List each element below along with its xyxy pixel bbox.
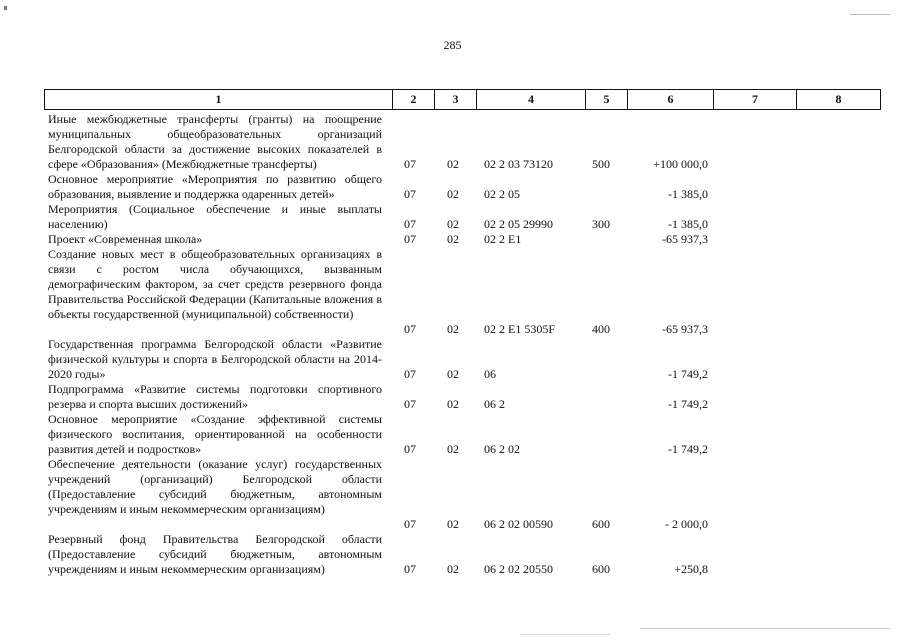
row-amount: -1 749,2: [668, 367, 708, 381]
row-amount: +250,8: [674, 562, 708, 576]
row-amount: -1 385,0: [668, 217, 708, 231]
row-description: Создание новых мест в общеобразовательных организациях в связи с ростом числа обучающихся, вызванным демографическим фактором, за счет средств резервного фонда Правительства Российской Федерации (Капитальные вложения в объекты государственной (муниципальной) собственности): [48, 247, 382, 321]
scan-speck: [640, 628, 890, 629]
row-section: 07: [404, 397, 416, 411]
row-amount: -65 937,3: [662, 322, 708, 336]
row-subsection: 02: [447, 157, 459, 171]
row-subsection: 02: [447, 442, 459, 456]
row-subsection: 02: [447, 562, 459, 576]
row-subsection: 02: [447, 217, 459, 231]
column-header-4: 4: [477, 90, 586, 110]
row-target: 06 2 02: [484, 442, 520, 456]
row-description: Основное мероприятие «Создание эффективной системы физического воспитания, ориентированной на особенности развития детей и подростков»: [48, 412, 382, 456]
table-header: [44, 89, 881, 110]
row-section: 07: [404, 157, 416, 171]
row-target: 02 2 05 29990: [484, 217, 553, 231]
row-description: Основное мероприятие «Мероприятия по развитию общего образования, выявление и поддержка одаренных детей»: [48, 172, 382, 201]
row-section: 07: [404, 517, 416, 531]
row-amount: -65 937,3: [662, 232, 708, 246]
column-header-3: 3: [435, 90, 477, 110]
row-description: Обеспечение деятельности (оказание услуг) государственных учреждений (организаций) Белгородской области (Предоставление субсидий бюджетным, автономным учреждениям и иным некоммерческим организациям): [48, 457, 382, 516]
column-header-8: 8: [797, 90, 881, 110]
row-expense-type: 500: [592, 157, 610, 171]
row-target: 06 2: [484, 397, 505, 411]
row-target: 06: [484, 367, 496, 381]
row-section: 07: [404, 217, 416, 231]
row-subsection: 02: [447, 187, 459, 201]
row-target: 02 2 E1 5305F: [484, 322, 556, 336]
row-amount: -1 385,0: [668, 187, 708, 201]
row-amount: -1 749,2: [668, 397, 708, 411]
column-header-7: 7: [714, 90, 797, 110]
row-expense-type: 400: [592, 322, 610, 336]
row-target: 02 2 05: [484, 187, 520, 201]
row-target: 02 2 E1: [484, 232, 522, 246]
row-section: 07: [404, 232, 416, 246]
row-description: Проект «Современная школа»: [48, 232, 203, 246]
row-amount: -1 749,2: [668, 442, 708, 456]
page-number: 285: [443, 38, 462, 52]
row-target: 06 2 02 00590: [484, 517, 553, 531]
row-section: 07: [404, 322, 416, 336]
row-description: Мероприятия (Социальное обеспечение и иные выплаты населению): [48, 202, 382, 231]
row-description: Резервный фонд Правительства Белгородской области (Предоставление субсидий бюджетным, автономным учреждениям и иным некоммерческим организациям): [48, 532, 382, 576]
row-target: 02 2 03 73120: [484, 157, 553, 171]
row-subsection: 02: [447, 367, 459, 381]
row-subsection: 02: [447, 397, 459, 411]
row-description: Иные межбюджетные трансферты (гранты) на поощрение муниципальных общеобразовательных организаций Белгородской области за достижение высоких показателей в сфере «Образования» (Межбюджетные трансферты): [48, 112, 382, 171]
row-expense-type: 300: [592, 217, 610, 231]
column-header-2: 2: [393, 90, 435, 110]
scan-speck: [850, 14, 890, 15]
row-description: Подпрограмма «Развитие системы подготовки спортивного резерва и спорта высших достижений»: [48, 382, 382, 411]
row-section: 07: [404, 442, 416, 456]
scan-speck: [520, 634, 610, 635]
row-section: 07: [404, 187, 416, 201]
column-header-6: 6: [628, 90, 714, 110]
row-amount: - 2 000,0: [665, 517, 708, 531]
row-description: Государственная программа Белгородской области «Развитие физической культуры и спорта в Белгородской области на 2014-2020 годы»: [48, 337, 382, 381]
row-subsection: 02: [447, 322, 459, 336]
row-expense-type: 600: [592, 517, 610, 531]
row-section: 07: [404, 367, 416, 381]
scan-speck: [4, 6, 7, 10]
row-subsection: 02: [447, 517, 459, 531]
row-amount: +100 000,0: [653, 157, 708, 171]
row-target: 06 2 02 20550: [484, 562, 553, 576]
row-subsection: 02: [447, 232, 459, 246]
row-expense-type: 600: [592, 562, 610, 576]
row-section: 07: [404, 562, 416, 576]
column-header-1: 1: [45, 90, 393, 110]
column-header-5: 5: [586, 90, 628, 110]
